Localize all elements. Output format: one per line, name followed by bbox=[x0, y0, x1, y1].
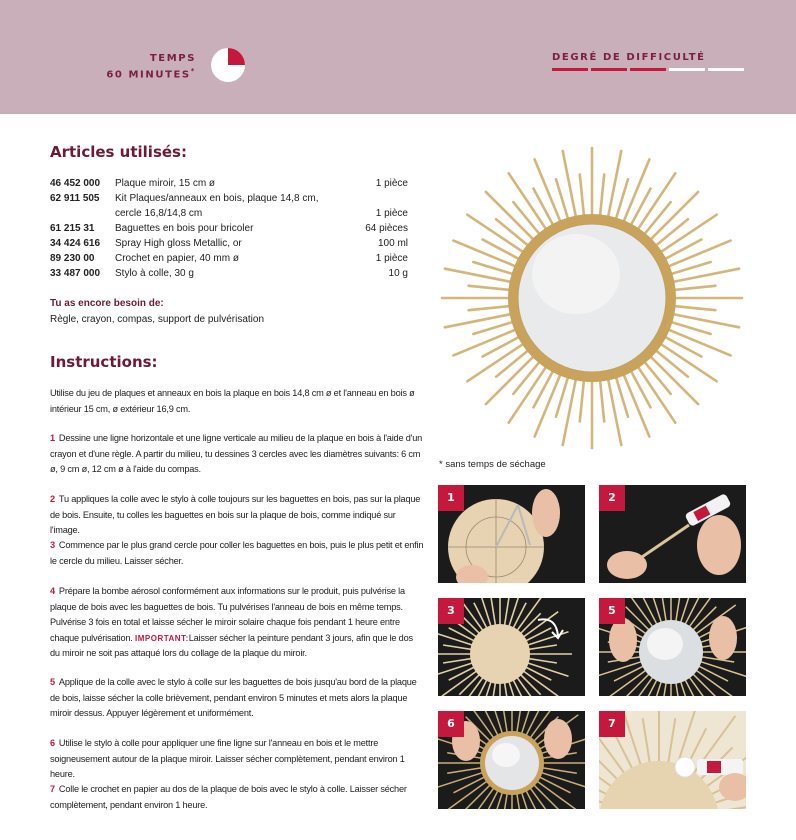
mirror-ray bbox=[600, 175, 604, 219]
article-number: 61 215 31 bbox=[50, 223, 95, 234]
step-number: 2 bbox=[50, 494, 55, 504]
page-header bbox=[0, 0, 796, 114]
article-description: Baguettes en bois pour bricoler bbox=[115, 223, 254, 234]
mirror-ray bbox=[513, 202, 541, 236]
need-text: Règle, crayon, compas, support de pulvérisation bbox=[50, 314, 265, 325]
photo-badge: 2 bbox=[599, 485, 625, 511]
time-block bbox=[106, 52, 196, 81]
mirror-ray bbox=[672, 306, 716, 310]
important-label: IMPORTANT: bbox=[135, 633, 189, 643]
article-description: Crochet en papier, 40 mm ø bbox=[115, 253, 239, 264]
article-quantity: 10 g bbox=[388, 268, 408, 279]
step-photo-5 bbox=[599, 598, 746, 696]
step-text: Applique de la colle avec le stylo à colle sur les baguettes de bois jusqu'au bord de la plaque de bois, laisse sécher la colle brièvement, pendant environ 5 minutes et mets alors la plaque miroir dessus. Appuyer légèrement et uniformément. bbox=[50, 677, 417, 718]
article-row bbox=[50, 266, 408, 281]
step-6 bbox=[50, 736, 425, 783]
step-number: 6 bbox=[50, 738, 55, 748]
article-number: 33 487 000 bbox=[50, 268, 101, 279]
need-title: Tu as encore besoin de: bbox=[50, 298, 164, 309]
articles-title: Articles utilisés: bbox=[50, 143, 187, 161]
difficulty-meter bbox=[552, 68, 744, 71]
mirror-ray bbox=[649, 355, 699, 405]
step-text: Commence par le plus grand cercle pour coller les baguettes en bois, puis le plus petit et enfin le cercle du milieu. Laisser sécher. bbox=[50, 540, 424, 566]
mirror-ray bbox=[469, 306, 513, 310]
article-description: Spray High gloss Metallic, or bbox=[115, 238, 242, 249]
step-2 bbox=[50, 492, 425, 539]
step-1 bbox=[50, 431, 425, 478]
mirror-ray bbox=[580, 175, 584, 219]
step-text: Utilise le stylo à colle pour appliquer une fine ligne sur l'anneau en bois et le mettre soigneusement autour de la plaque miroir. Laisser sécher complètement, pendant environ 1 heure. bbox=[50, 738, 405, 779]
article-description: Stylo à colle, 30 g bbox=[115, 268, 194, 279]
difficulty-label: DEGRÉ DE DIFFICULTÉ bbox=[552, 52, 706, 63]
mirror-ray bbox=[483, 240, 522, 261]
step-number: 5 bbox=[50, 677, 55, 687]
article-row bbox=[50, 236, 408, 251]
article-quantity: 1 pièce bbox=[375, 208, 408, 219]
difficulty-bar bbox=[630, 68, 666, 71]
article-quantity: 64 pièces bbox=[365, 223, 408, 234]
photo-badge: 6 bbox=[438, 711, 464, 737]
mirror-ray bbox=[654, 219, 688, 247]
difficulty-bar bbox=[591, 68, 627, 71]
time-footnote-mark: * bbox=[190, 67, 196, 75]
time-label: TEMPS bbox=[149, 53, 196, 64]
mirror-ray bbox=[534, 369, 555, 408]
articles-list bbox=[50, 176, 408, 281]
step-text: Tu appliques la colle avec le stylo à colle toujours sur les baguettes en bois, pas sur la plaque de bois. Ensuite, tu colles les baguettes en bois sur la plaque de bois, comme indiqué sur l'image. bbox=[50, 494, 421, 535]
mirror-ray bbox=[649, 192, 699, 242]
mirror-ray bbox=[486, 192, 536, 242]
step-photo-3 bbox=[438, 598, 585, 696]
step-text: Colle le crochet en papier au dos de la plaque de bois avec le stylo à colle. Laisser sécher complètement, pendant environ 1 heure. bbox=[50, 784, 407, 810]
article-quantity: 100 ml bbox=[377, 238, 408, 249]
article-number bbox=[50, 206, 115, 221]
mirror-ray bbox=[630, 369, 651, 408]
article-row bbox=[50, 191, 408, 206]
mirror-ray bbox=[663, 336, 702, 357]
photo-badge: 7 bbox=[599, 711, 625, 737]
instructions-intro: Utilise du jeu de plaques et anneaux en bois la plaque en bois 14,8 cm ø et l'anneau en bois ø intérieur 15 cm, ø extérieur 16,9 cm. bbox=[50, 388, 415, 414]
time-value: 60 MINUTES bbox=[106, 69, 191, 81]
mirror-ray bbox=[630, 189, 651, 228]
mirror-ray bbox=[600, 378, 604, 422]
mirror-ray bbox=[654, 349, 688, 377]
step-number: 1 bbox=[50, 433, 55, 443]
step-5 bbox=[50, 675, 425, 722]
step-text-after: Laisser sécher la peinture pendant 3 jours, afin que le dos du miroir ne soit pas attaqué lors du collage de la plaque du miroir. bbox=[50, 632, 413, 658]
mirror-ray bbox=[496, 219, 530, 247]
mirror-ray bbox=[483, 336, 522, 357]
article-row bbox=[50, 251, 408, 266]
mirror-ray bbox=[643, 202, 671, 236]
difficulty-bar bbox=[552, 68, 588, 71]
article-number: 89 230 00 bbox=[50, 253, 95, 264]
article-row bbox=[50, 221, 408, 236]
mirror-ray bbox=[534, 189, 555, 228]
article-description: cercle 16,8/14,8 cm bbox=[115, 208, 203, 219]
step-number: 3 bbox=[50, 540, 55, 550]
mirror-ray bbox=[643, 360, 671, 394]
step-text: Dessine une ligne horizontale et une ligne verticale au milieu de la plaque en bois à l'aide d'un crayon et d'une règle. A partir du milieu, tu dessines 3 cercles avec les diamètres suivants: 6 cm ø, 9 cm ø, 12 cm ø à l'aide du compas. bbox=[50, 433, 423, 474]
step-photo-7 bbox=[599, 711, 746, 809]
step-number: 7 bbox=[50, 784, 55, 794]
step-photo-1 bbox=[438, 485, 585, 583]
mirror-ray bbox=[672, 286, 716, 290]
mirror-ray bbox=[496, 349, 530, 377]
step-photo-6 bbox=[438, 711, 585, 809]
clock-icon bbox=[211, 48, 245, 82]
mirror-ray bbox=[663, 240, 702, 261]
step-number: 4 bbox=[50, 586, 55, 596]
mirror-ray bbox=[486, 355, 536, 405]
step-7 bbox=[50, 782, 425, 813]
article-row bbox=[50, 176, 408, 191]
photo-badge: 1 bbox=[438, 485, 464, 511]
sunburst-mirror-image bbox=[436, 142, 748, 454]
mirror-ray bbox=[580, 378, 584, 422]
difficulty-bar bbox=[669, 68, 705, 71]
footnote: * sans temps de séchage bbox=[439, 459, 546, 470]
mirror-ray bbox=[469, 286, 513, 290]
step-text: Prépare la bombe aérosol conformément aux informations sur le produit, puis pulvérise la plaque de bois avec les baguettes de bois. Tu pulvérises l'anneau de bois en même temps. Pulvérise 3 fois en total et laisse sécher le miroir solaire chaque fois pendant 1 heure entre chaque pulvérisation. bbox=[50, 586, 405, 643]
article-description: Plaque miroir, 15 cm ø bbox=[115, 178, 216, 189]
article-number: 62 911 505 bbox=[50, 193, 100, 204]
step-photo-2 bbox=[599, 485, 746, 583]
instructions-title: Instructions: bbox=[50, 353, 158, 371]
article-number: 34 424 616 bbox=[50, 238, 101, 249]
mirror-ray bbox=[513, 360, 541, 394]
article-number: 46 452 000 bbox=[50, 178, 101, 189]
difficulty-bar bbox=[708, 68, 744, 71]
article-quantity: 1 pièce bbox=[375, 178, 408, 189]
step-3 bbox=[50, 538, 425, 569]
article-description: Kit Plaques/anneaux en bois, plaque 14,8 cm, bbox=[115, 193, 319, 204]
article-quantity bbox=[328, 191, 408, 206]
photo-badge: 5 bbox=[599, 598, 625, 624]
photo-badge: 3 bbox=[438, 598, 464, 624]
step-4 bbox=[50, 584, 425, 662]
article-quantity: 1 pièce bbox=[375, 253, 408, 264]
article-row bbox=[50, 206, 408, 221]
